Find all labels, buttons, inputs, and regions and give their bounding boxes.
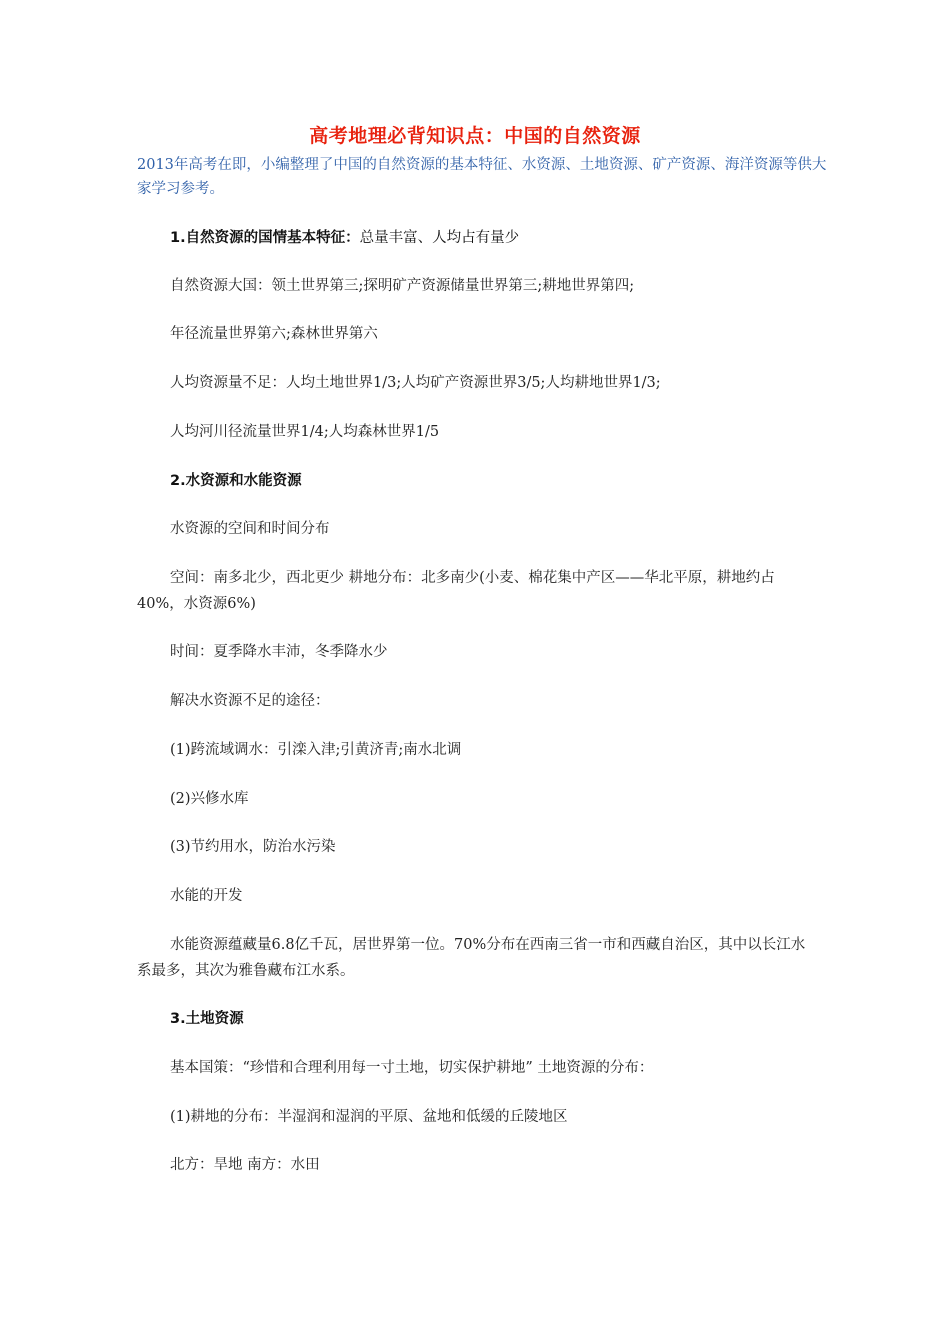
section-3-line-2: (1)耕地的分布：半湿润和湿润的平原、盆地和低缓的丘陵地区 [170, 1109, 568, 1125]
section-2-line-4: 解决水资源不足的途径： [170, 693, 330, 709]
document-title: 高考地理必背知识点：中国的自然资源 [309, 125, 641, 147]
section-1-line-2: 年径流量世界第六;森林世界第六 [170, 326, 378, 342]
section-2-line-8: 水能的开发 [170, 888, 243, 904]
section-2-heading-text: 2.水资源和水能资源 [170, 473, 302, 489]
section-2-heading [170, 469, 302, 493]
section-3-heading [170, 1007, 244, 1031]
section-3-heading-text: 3.土地资源 [170, 1011, 244, 1027]
section-1-line-3: 人均资源量不足：人均土地世界1/3;人均矿产资源世界3/5;人均耕地世界1/3; [170, 375, 661, 391]
section-2-line-1: 水资源的空间和时间分布 [170, 521, 330, 537]
section-2-line-6: (2)兴修水库 [170, 791, 249, 807]
section-1-line-4: 人均河川径流量世界1/4;人均森林世界1/5 [170, 424, 440, 440]
section-2-line-9: 水能资源蕴藏量6.8亿千瓦，居世界第一位。70%分布在西南三省一市和西藏自治区，其中以长江水系最多，其次为雅鲁藏布江水系。 [137, 937, 806, 979]
section-1-line-1: 自然资源大国：领土世界第三;探明矿产资源储量世界第三;耕地世界第四; [170, 278, 635, 294]
section-2-line-2: 空间：南多北少，西北更少 耕地分布：北多南少(小麦、棉花集中产区——华北平原，耕地约占40%，水资源6%) [137, 570, 775, 612]
section-1-heading [170, 226, 519, 250]
section-2-line-5: (1)跨流域调水：引滦入津;引黄济青;南水北调 [170, 742, 462, 758]
section-3-line-3: 北方：旱地 南方：水田 [170, 1157, 320, 1173]
section-1-heading-rest: 总量丰富、人均占有量少 [359, 230, 520, 246]
intro-paragraph: 2013年高考在即，小编整理了中国的自然资源的基本特征、水资源、土地资源、矿产资源、海洋资源等供大家学习参考。 [137, 157, 827, 197]
section-2-line-7: (3)节约用水，防治水污染 [170, 839, 336, 855]
section-1-heading-bold: 1.自然资源的国情基本特征： [170, 230, 360, 246]
section-2-line-3: 时间：夏季降水丰沛，冬季降水少 [170, 644, 388, 660]
section-3-line-1: 基本国策：“珍惜和合理利用每一寸土地，切实保护耕地” 土地资源的分布： [170, 1060, 654, 1076]
